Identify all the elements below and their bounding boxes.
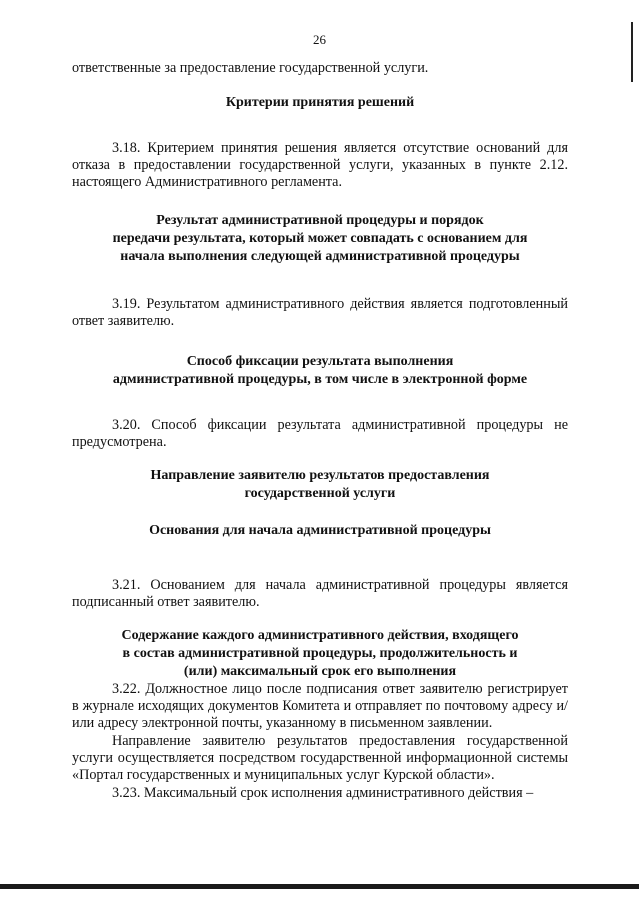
heading-line: в состав административной процедуры, продолжительность и (122, 646, 518, 661)
heading-direction (72, 467, 568, 503)
heading-fixation (72, 353, 568, 389)
paragraph-3-19: 3.19. Результатом административного действия является подготовленный ответ заявителю. (72, 296, 568, 329)
heading-line: (или) максимальный срок его выполнения (183, 664, 457, 679)
heading-line: Основания для начала административной процедуры (149, 523, 491, 538)
heading-line: административной процедуры, в том числе в электронной форме (112, 372, 528, 387)
heading-line: Содержание каждого административного действия, входящего (121, 628, 519, 643)
paragraph-direction: Направление заявителю результатов предоставления государственной услуги осуществляется посредством государственной информационной системы «Портал государственных и муниципальных услуг Курской области». (72, 733, 568, 783)
scan-edge-mark (631, 22, 633, 82)
heading-line: Критерии принятия решений (225, 95, 415, 110)
heading-criteria (72, 94, 568, 112)
paragraph-intro (72, 60, 568, 77)
heading-line: государственной услуги (244, 486, 396, 501)
paragraph-3-18: 3.18. Критерием принятия решения является отсутствие оснований для отказа в предоставлении государственной услуги, указанных в пункте 2.12. настоящего Административного регламента. (72, 140, 568, 190)
page-number: 26 (313, 32, 326, 47)
scan-bottom-bar (0, 884, 639, 889)
heading-line: Способ фиксации результата выполнения (186, 354, 454, 369)
paragraph-line: ответственные за предоставление государственной услуги. (72, 60, 429, 76)
heading-content (72, 627, 568, 681)
heading-result (72, 212, 568, 266)
heading-grounds (72, 522, 568, 540)
heading-line: Результат административной процедуры и порядок (156, 213, 484, 228)
heading-line: Направление заявителю результатов предоставления (150, 468, 490, 483)
paragraph-3-21: 3.21. Основанием для начала административной процедуры является подписанный ответ заявителю. (72, 577, 568, 610)
paragraph-3-20: 3.20. Способ фиксации результата административной процедуры не предусмотрена. (72, 417, 568, 450)
paragraph-3-22: 3.22. Должностное лицо после подписания ответ заявителю регистрирует в журнале исходящих документов Комитета и отправляет по почтовому адресу и/или адресу электронной почты, указанному в письменном заявлении. (72, 681, 568, 731)
paragraph-3-23: 3.23. Максимальный срок исполнения административного действия – (112, 785, 534, 801)
document-body (72, 60, 568, 802)
heading-line: начала выполнения следующей административной процедуры (120, 249, 520, 264)
heading-line: передачи результата, который может совпадать с основанием для (112, 231, 528, 246)
